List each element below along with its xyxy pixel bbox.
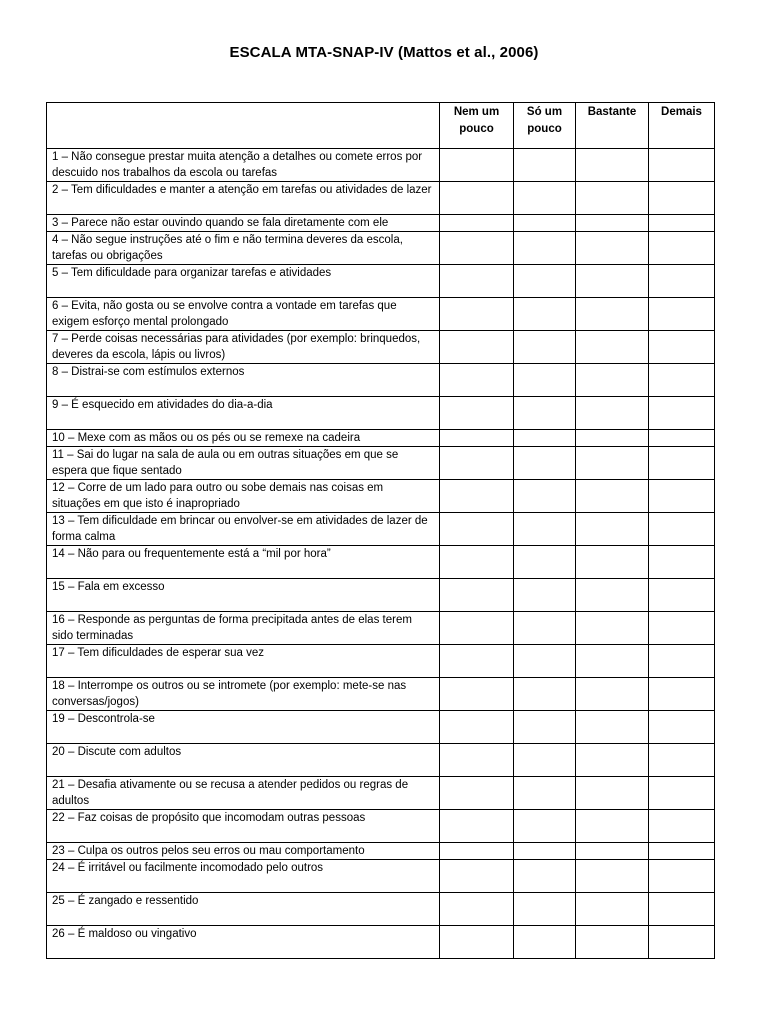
item-text: 10 – Mexe com as mãos ou os pés ou se remexe na cadeira — [47, 430, 440, 447]
rating-cell[interactable] — [649, 265, 715, 298]
rating-cell[interactable] — [576, 232, 649, 265]
rating-cell[interactable] — [514, 744, 576, 777]
rating-cell[interactable] — [649, 926, 715, 959]
rating-cell[interactable] — [514, 678, 576, 711]
table-row — [47, 265, 715, 298]
rating-cell[interactable] — [440, 430, 514, 447]
table-row — [47, 182, 715, 215]
rating-cell[interactable] — [440, 397, 514, 430]
rating-cell[interactable] — [440, 744, 514, 777]
rating-cell[interactable] — [440, 843, 514, 860]
item-text: 3 – Parece não estar ouvindo quando se fala diretamente com ele — [47, 215, 440, 232]
rating-cell[interactable] — [649, 579, 715, 612]
rating-cell[interactable] — [514, 711, 576, 744]
item-text: 18 – Interrompe os outros ou se intromete (por exemplo: mete-se nas conversas/jogos) — [47, 678, 440, 711]
rating-cell[interactable] — [649, 810, 715, 843]
rating-cell[interactable] — [440, 777, 514, 810]
rating-table — [46, 102, 715, 959]
rating-cell[interactable] — [440, 298, 514, 331]
rating-cell[interactable] — [576, 860, 649, 893]
rating-cell[interactable] — [649, 513, 715, 546]
rating-cell[interactable] — [514, 810, 576, 843]
table-row — [47, 893, 715, 926]
rating-cell[interactable] — [440, 612, 514, 645]
table-row — [47, 744, 715, 777]
rating-cell[interactable] — [514, 843, 576, 860]
rating-cell[interactable] — [576, 645, 649, 678]
rating-cell[interactable] — [514, 612, 576, 645]
rating-cell[interactable] — [576, 810, 649, 843]
rating-cell[interactable] — [576, 546, 649, 579]
rating-cell[interactable] — [514, 893, 576, 926]
rating-cell[interactable] — [576, 777, 649, 810]
rating-cell[interactable] — [576, 612, 649, 645]
item-text: 9 – É esquecido em atividades do dia-a-dia — [47, 397, 440, 430]
item-text: 22 – Faz coisas de propósito que incomodam outras pessoas — [47, 810, 440, 843]
table-row — [47, 645, 715, 678]
table-row — [47, 678, 715, 711]
page-title: ESCALA MTA-SNAP-IV (Mattos et al., 2006) — [229, 44, 539, 61]
rating-cell[interactable] — [649, 612, 715, 645]
table-row — [47, 215, 715, 232]
rating-cell[interactable] — [649, 298, 715, 331]
rating-cell[interactable] — [440, 579, 514, 612]
rating-cell[interactable] — [576, 513, 649, 546]
item-text: 4 – Não segue instruções até o fim e não termina deveres da escola, tarefas ou obrigações — [47, 232, 440, 265]
rating-cell[interactable] — [440, 678, 514, 711]
item-text: 7 – Perde coisas necessárias para atividades (por exemplo: brinquedos, deveres da escola, lápis ou livros) — [47, 331, 440, 364]
rating-cell[interactable] — [440, 215, 514, 232]
header-item-blank — [47, 103, 440, 149]
item-text: 23 – Culpa os outros pelos seu erros ou mau comportamento — [47, 843, 440, 860]
rating-cell[interactable] — [649, 397, 715, 430]
table-row — [47, 447, 715, 480]
rating-cell[interactable] — [649, 744, 715, 777]
table-row — [47, 513, 715, 546]
rating-cell[interactable] — [514, 513, 576, 546]
rating-cell[interactable] — [440, 926, 514, 959]
rating-cell[interactable] — [649, 364, 715, 397]
rating-cell[interactable] — [440, 860, 514, 893]
column-header: Só um pouco — [514, 103, 576, 149]
item-text: 21 – Desafia ativamente ou se recusa a atender pedidos ou regras de adultos — [47, 777, 440, 810]
rating-cell[interactable] — [649, 860, 715, 893]
rating-cell[interactable] — [514, 232, 576, 265]
rating-cell[interactable] — [514, 331, 576, 364]
rating-cell[interactable] — [649, 711, 715, 744]
rating-cell[interactable] — [576, 215, 649, 232]
rating-cell[interactable] — [649, 843, 715, 860]
column-header: Nem um pouco — [440, 103, 514, 149]
rating-cell[interactable] — [514, 215, 576, 232]
item-text: 12 – Corre de um lado para outro ou sobe demais nas coisas em situações em que isto é inapropriado — [47, 480, 440, 513]
rating-cell[interactable] — [576, 298, 649, 331]
table-row — [47, 397, 715, 430]
rating-rows — [47, 149, 715, 959]
table-row — [47, 843, 715, 860]
rating-cell[interactable] — [649, 893, 715, 926]
rating-cell[interactable] — [649, 447, 715, 480]
rating-cell[interactable] — [440, 546, 514, 579]
item-text: 17 – Tem dificuldades de esperar sua vez — [47, 645, 440, 678]
rating-cell[interactable] — [514, 265, 576, 298]
rating-cell[interactable] — [440, 364, 514, 397]
item-text: 24 – É irritável ou facilmente incomodado pelo outros — [47, 860, 440, 893]
rating-cell[interactable] — [576, 331, 649, 364]
table-row — [47, 298, 715, 331]
rating-cell[interactable] — [514, 579, 576, 612]
rating-cell[interactable] — [440, 893, 514, 926]
rating-cell[interactable] — [576, 926, 649, 959]
rating-cell[interactable] — [576, 480, 649, 513]
rating-cell[interactable] — [649, 678, 715, 711]
rating-cell[interactable] — [576, 149, 649, 182]
rating-cell[interactable] — [440, 513, 514, 546]
item-text: 1 – Não consegue prestar muita atenção a detalhes ou comete erros por descuido nos trabalhos da escola ou tarefas — [47, 149, 440, 182]
rating-cell[interactable] — [440, 265, 514, 298]
rating-cell[interactable] — [514, 149, 576, 182]
item-text: 2 – Tem dificuldades e manter a atenção em tarefas ou atividades de lazer — [47, 182, 440, 215]
rating-cell[interactable] — [440, 480, 514, 513]
rating-cell[interactable] — [576, 182, 649, 215]
rating-cell[interactable] — [514, 860, 576, 893]
item-text: 14 – Não para ou frequentemente está a “mil por hora” — [47, 546, 440, 579]
table-row — [47, 232, 715, 265]
rating-cell[interactable] — [576, 744, 649, 777]
rating-cell[interactable] — [440, 331, 514, 364]
table-row — [47, 480, 715, 513]
rating-cell[interactable] — [649, 232, 715, 265]
table-row — [47, 711, 715, 744]
table-row — [47, 777, 715, 810]
rating-cell[interactable] — [649, 777, 715, 810]
rating-cell[interactable] — [440, 447, 514, 480]
rating-cell[interactable] — [649, 331, 715, 364]
item-text: 16 – Responde as perguntas de forma precipitada antes de elas terem sido terminadas — [47, 612, 440, 645]
item-text: 20 – Discute com adultos — [47, 744, 440, 777]
rating-cell[interactable] — [514, 480, 576, 513]
item-text: 8 – Distrai-se com estímulos externos — [47, 364, 440, 397]
table-row — [47, 579, 715, 612]
table-row — [47, 546, 715, 579]
table-row — [47, 149, 715, 182]
rating-cell[interactable] — [440, 645, 514, 678]
rating-cell[interactable] — [649, 430, 715, 447]
item-text: 26 – É maldoso ou vingativo — [47, 926, 440, 959]
table-row — [47, 331, 715, 364]
table-row — [47, 364, 715, 397]
rating-cell[interactable] — [576, 447, 649, 480]
rating-cell[interactable] — [576, 711, 649, 744]
rating-cell[interactable] — [514, 364, 576, 397]
rating-cell[interactable] — [514, 430, 576, 447]
rating-cell[interactable] — [649, 480, 715, 513]
rating-cell[interactable] — [440, 149, 514, 182]
item-text: 15 – Fala em excesso — [47, 579, 440, 612]
item-text: 5 – Tem dificuldade para organizar tarefas e atividades — [47, 265, 440, 298]
rating-cell[interactable] — [440, 810, 514, 843]
rating-cell[interactable] — [514, 546, 576, 579]
rating-cell[interactable] — [649, 182, 715, 215]
rating-cell[interactable] — [649, 215, 715, 232]
rating-cell[interactable] — [576, 579, 649, 612]
rating-cell[interactable] — [440, 711, 514, 744]
rating-cell[interactable] — [576, 397, 649, 430]
rating-cell[interactable] — [576, 678, 649, 711]
item-text: 13 – Tem dificuldade em brincar ou envolver-se em atividades de lazer de forma calma — [47, 513, 440, 546]
rating-cell[interactable] — [514, 447, 576, 480]
rating-cell[interactable] — [649, 149, 715, 182]
column-header: Bastante — [576, 103, 649, 149]
rating-cell[interactable] — [576, 430, 649, 447]
item-text: 19 – Descontrola-se — [47, 711, 440, 744]
rating-cell[interactable] — [440, 182, 514, 215]
item-text: 25 – É zangado e ressentido — [47, 893, 440, 926]
rating-cell[interactable] — [514, 645, 576, 678]
table-row — [47, 860, 715, 893]
rating-cell[interactable] — [514, 182, 576, 215]
table-row — [47, 810, 715, 843]
rating-cell[interactable] — [576, 893, 649, 926]
table-row — [47, 430, 715, 447]
rating-cell[interactable] — [514, 298, 576, 331]
header-row — [47, 103, 715, 149]
table-row — [47, 926, 715, 959]
rating-cell[interactable] — [514, 397, 576, 430]
rating-cell[interactable] — [514, 926, 576, 959]
rating-cell[interactable] — [576, 265, 649, 298]
rating-cell[interactable] — [649, 645, 715, 678]
column-header: Demais — [649, 103, 715, 149]
item-text: 6 – Evita, não gosta ou se envolve contra a vontade em tarefas que exigem esforço mental prolongado — [47, 298, 440, 331]
rating-cell[interactable] — [514, 777, 576, 810]
rating-cell[interactable] — [649, 546, 715, 579]
rating-cell[interactable] — [440, 232, 514, 265]
item-text: 11 – Sai do lugar na sala de aula ou em outras situações em que se espera que fique sentado — [47, 447, 440, 480]
rating-cell[interactable] — [576, 364, 649, 397]
table-row — [47, 612, 715, 645]
rating-cell[interactable] — [576, 843, 649, 860]
